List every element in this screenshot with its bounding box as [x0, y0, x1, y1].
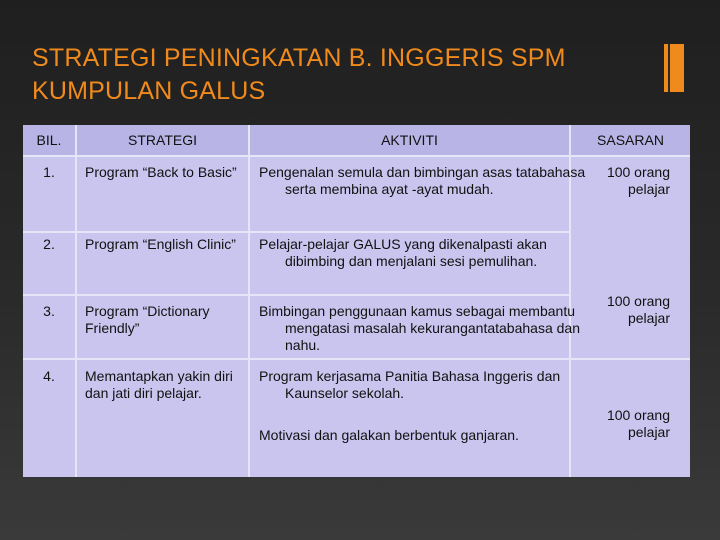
row-1-sasaran: 100 orang pelajar [606, 164, 670, 197]
title-line-1: STRATEGI PENINGKATAN B. INGGERIS SPM [32, 44, 566, 72]
row-2-strategi: Program “English Clinic” [85, 236, 236, 252]
row-3-aktiviti: Bimbingan penggunaan kamus sebagai membantu mengatasi masalah kekurangantatabahasa dan nahu. [259, 303, 580, 353]
header-aktiviti: AKTIVITI [381, 132, 438, 148]
column-divider [248, 125, 250, 477]
row-3-sasaran: 100 orang pelajar [606, 293, 670, 326]
column-divider [75, 125, 77, 477]
accent-bar [664, 44, 684, 92]
row-4-aktiviti: Program kerjasama Panitia Bahasa Inggeris dan Kaunselor sekolah. [259, 368, 561, 401]
header-strategi: STRATEGI [128, 132, 197, 148]
row-3-strategi: Program “Dictionary Friendly” [85, 303, 210, 336]
row-divider [23, 231, 569, 233]
row-4-strategi: Memantapkan yakin diri dan jati diri pelajar. [85, 368, 233, 401]
row-1-aktiviti: Pengenalan semula dan bimbingan asas tatabahasa serta membina ayat -ayat mudah. [259, 164, 586, 197]
header-bil: BIL. [36, 132, 62, 148]
row-2-aktiviti: Pelajar-pelajar GALUS yang dikenalpasti akan dibimbing dan menjalani sesi pemulihan. [259, 236, 547, 269]
row-3-bil: 3. [43, 303, 55, 319]
row-divider [23, 294, 569, 296]
row-divider [23, 358, 690, 360]
row-2-bil: 2. [43, 236, 55, 252]
row-1-bil: 1. [43, 164, 55, 180]
row-4-bil: 4. [43, 368, 55, 384]
strategy-table [23, 125, 690, 477]
row-divider [23, 155, 690, 157]
row-1-strategi: Program “Back to Basic” [85, 164, 237, 180]
row-4-aktiviti-2: Motivasi dan galakan berbentuk ganjaran. [259, 427, 519, 443]
title-line-2: KUMPULAN GALUS [32, 77, 266, 105]
header-sasaran: SASARAN [597, 132, 664, 148]
row-4-sasaran: 100 orang pelajar [606, 407, 670, 440]
slide-title [32, 42, 652, 108]
